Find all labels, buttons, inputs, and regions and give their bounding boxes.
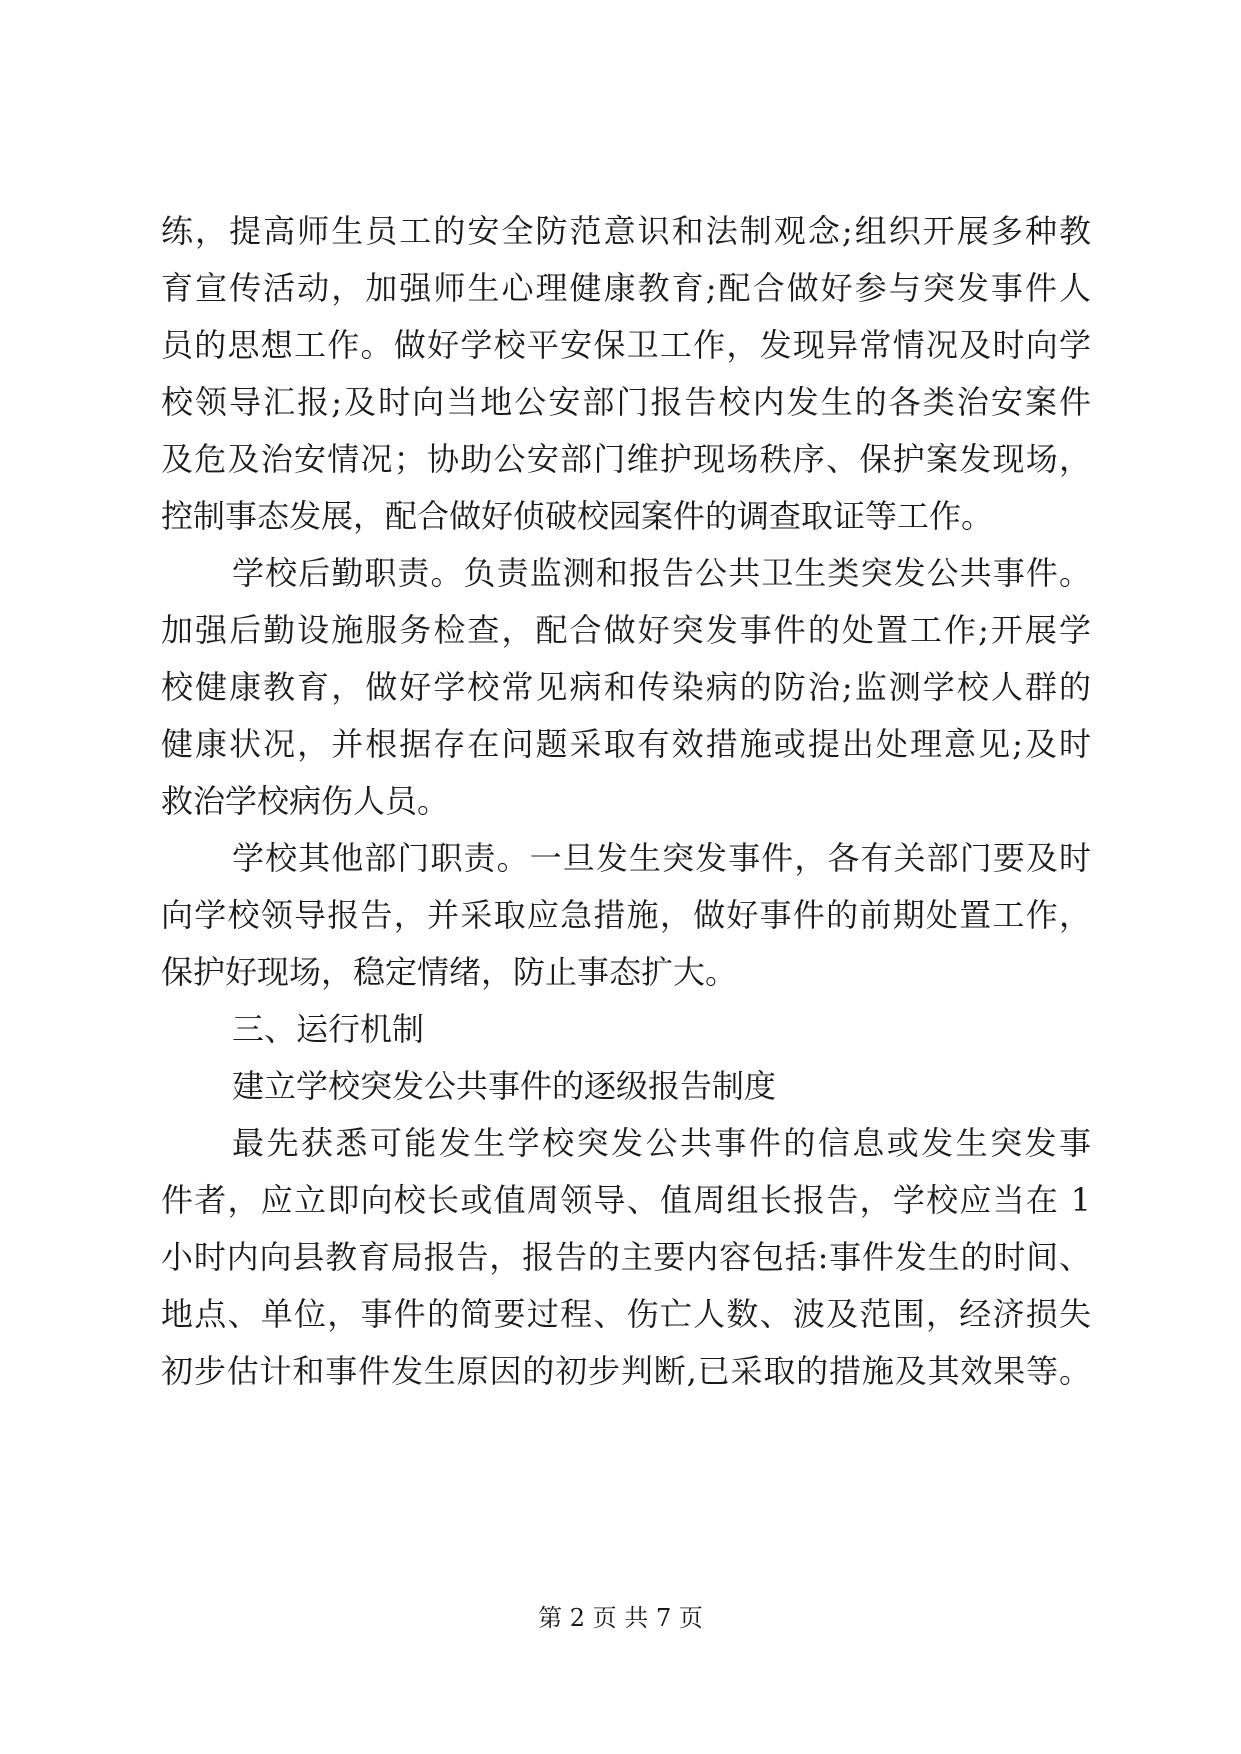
body-text-line: 控制事态发展，配合做好侦破校园案件的调查取证等工作。 <box>161 497 994 535</box>
body-text-line: 校领导汇报;及时向当地公安部门报告校内发生的各类治安案件 <box>161 383 1091 421</box>
body-text-line: 初步估计和事件发生原因的初步判断,已采取的措施及其效果等。 <box>161 1352 1091 1390</box>
subsection-heading: 建立学校突发公共事件的逐级报告制度 <box>232 1067 777 1105</box>
body-text-line: 健康状况，并根据存在问题采取有效措施或提出处理意见;及时 <box>161 725 1091 763</box>
body-text-line: 及危及治安情况；协助公安部门维护现场秩序、保护案发现场， <box>161 440 1091 478</box>
body-text-line: 员的思想工作。做好学校平安保卫工作，发现异常情况及时向学 <box>161 326 1091 364</box>
body-text-line: 校健康教育，做好学校常见病和传染病的防治;监测学校人群的 <box>161 668 1091 706</box>
body-text-line: 小时内向县教育局报告，报告的主要内容包括:事件发生的时间、 <box>161 1238 1091 1276</box>
paragraph-first-line: 学校后勤职责。负责监测和报告公共卫生类突发公共事件。 <box>232 554 1091 592</box>
body-text-line: 加强后勤设施服务检查，配合做好突发事件的处置工作;开展学 <box>161 611 1091 649</box>
body-text-line: 保护好现场，稳定情绪，防止事态扩大。 <box>161 953 738 991</box>
body-text-line: 地点、单位，事件的简要过程、伤亡人数、波及范围，经济损失 <box>161 1295 1091 1333</box>
paragraph-first-line: 最先获悉可能发生学校突发公共事件的信息或发生突发事 <box>232 1124 1091 1162</box>
body-text-line: 育宣传活动，加强师生心理健康教育;配合做好参与突发事件人 <box>161 269 1091 307</box>
body-text-line: 件者，应立即向校长或值周领导、值周组长报告，学校应当在 1 <box>161 1181 1091 1219</box>
section-heading: 三、运行机制 <box>232 1010 425 1048</box>
body-text-line: 救治学校病伤人员。 <box>161 782 450 820</box>
page-number-footer: 第 2 页 共 7 页 <box>538 1604 703 1632</box>
body-text-line: 练，提高师生员工的安全防范意识和法制观念;组织开展多种教 <box>161 212 1091 250</box>
body-text-line: 向学校领导报告，并采取应急措施，做好事件的前期处置工作， <box>161 896 1091 934</box>
paragraph-first-line: 学校其他部门职责。一旦发生突发事件，各有关部门要及时 <box>232 839 1091 877</box>
